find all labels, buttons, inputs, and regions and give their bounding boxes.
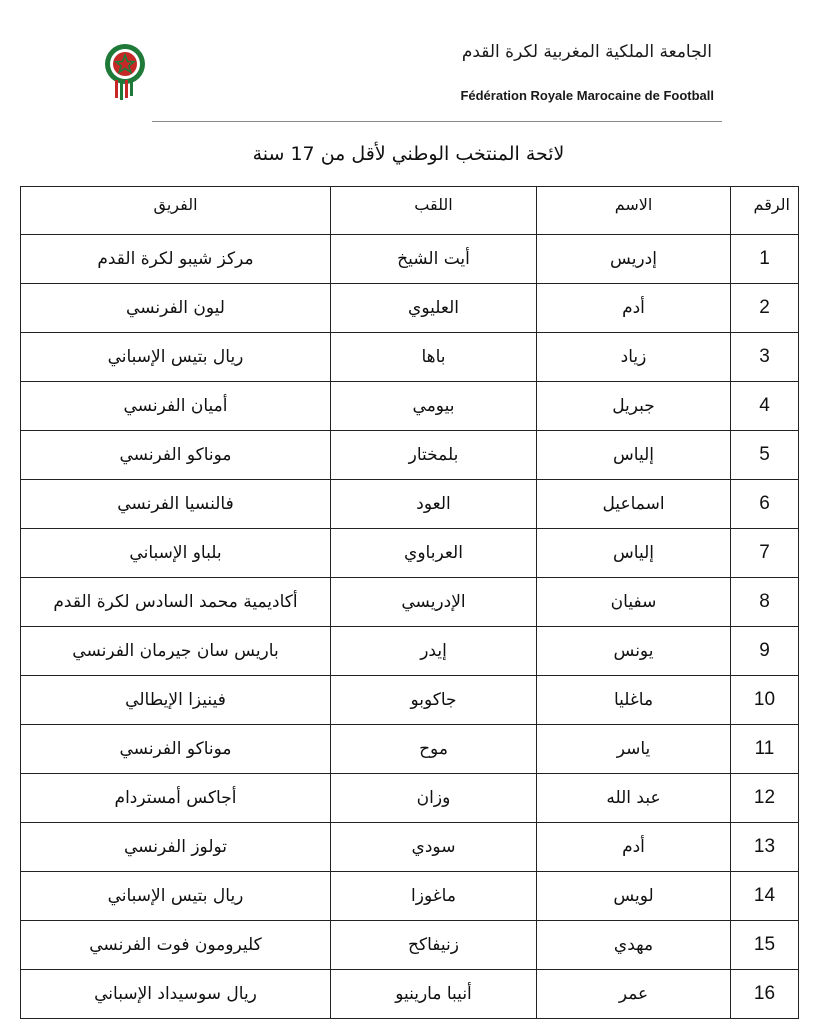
player-last-name: ماغوزا: [331, 872, 537, 921]
player-last-name: سودي: [331, 823, 537, 872]
table-header-row: [21, 187, 799, 235]
player-first-name: ياسر: [537, 725, 731, 774]
player-number: 1: [731, 235, 799, 284]
player-number: 8: [731, 578, 799, 627]
player-first-name: ماغليا: [537, 676, 731, 725]
player-team: بلباو الإسباني: [21, 529, 331, 578]
table-row: [21, 725, 799, 774]
player-last-name: العرباوي: [331, 529, 537, 578]
player-number: 10: [731, 676, 799, 725]
player-first-name: جبريل: [537, 382, 731, 431]
player-team: موناكو الفرنسي: [21, 431, 331, 480]
table-row: [21, 676, 799, 725]
frmf-logo-icon: [103, 42, 147, 102]
player-last-name: العود: [331, 480, 537, 529]
player-team: أكاديمية محمد السادس لكرة القدم: [21, 578, 331, 627]
table-row: [21, 823, 799, 872]
player-last-name: جاكوبو: [331, 676, 537, 725]
player-team: موناكو الفرنسي: [21, 725, 331, 774]
player-number: 5: [731, 431, 799, 480]
player-number: 3: [731, 333, 799, 382]
player-team: أميان الفرنسي: [21, 382, 331, 431]
player-last-name: أنيبا مارينيو: [331, 970, 537, 1019]
table-row: [21, 431, 799, 480]
player-first-name: إدريس: [537, 235, 731, 284]
player-number: 6: [731, 480, 799, 529]
table-row: [21, 627, 799, 676]
player-last-name: وزان: [331, 774, 537, 823]
table-row: [21, 284, 799, 333]
player-first-name: سفيان: [537, 578, 731, 627]
federation-name-french: Fédération Royale Marocaine de Football: [460, 88, 714, 103]
player-last-name: بلمختار: [331, 431, 537, 480]
player-team: فالنسيا الفرنسي: [21, 480, 331, 529]
player-last-name: موح: [331, 725, 537, 774]
table-row: [21, 529, 799, 578]
player-first-name: يونس: [537, 627, 731, 676]
squad-table: [20, 186, 799, 1019]
player-team: ريال سوسيداد الإسباني: [21, 970, 331, 1019]
player-team: تولوز الفرنسي: [21, 823, 331, 872]
player-first-name: إلياس: [537, 431, 731, 480]
table-row: [21, 480, 799, 529]
player-last-name: زنيفاكح: [331, 921, 537, 970]
player-first-name: أدم: [537, 284, 731, 333]
player-first-name: عمر: [537, 970, 731, 1019]
player-number: 16: [731, 970, 799, 1019]
player-number: 9: [731, 627, 799, 676]
document-title: لائحة المنتخب الوطني لأقل من 17 سنة: [252, 143, 565, 165]
player-team: أجاكس أمستردام: [21, 774, 331, 823]
player-last-name: باها: [331, 333, 537, 382]
player-team: ريال بتيس الإسباني: [21, 333, 331, 382]
player-team: كليرومون فوت الفرنسي: [21, 921, 331, 970]
column-header-first-name: الاسم: [537, 187, 731, 235]
player-team: ريال بتيس الإسباني: [21, 872, 331, 921]
player-first-name: أدم: [537, 823, 731, 872]
column-header-number: الرقم: [731, 187, 799, 235]
player-first-name: عبد الله: [537, 774, 731, 823]
player-last-name: العليوي: [331, 284, 537, 333]
player-team: باريس سان جيرمان الفرنسي: [21, 627, 331, 676]
player-number: 12: [731, 774, 799, 823]
federation-name-arabic: الجامعة الملكية المغربية لكرة القدم: [461, 42, 712, 62]
column-header-last-name: اللقب: [331, 187, 537, 235]
player-last-name: أيت الشيخ: [331, 235, 537, 284]
table-row: [21, 382, 799, 431]
player-last-name: بيومي: [331, 382, 537, 431]
player-first-name: لويس: [537, 872, 731, 921]
header-divider: [152, 121, 722, 122]
table-row: [21, 333, 799, 382]
table-row: [21, 970, 799, 1019]
player-number: 7: [731, 529, 799, 578]
player-first-name: مهدي: [537, 921, 731, 970]
player-number: 4: [731, 382, 799, 431]
table-row: [21, 578, 799, 627]
player-number: 13: [731, 823, 799, 872]
player-number: 2: [731, 284, 799, 333]
player-last-name: إيدر: [331, 627, 537, 676]
player-number: 11: [731, 725, 799, 774]
player-team: ليون الفرنسي: [21, 284, 331, 333]
player-first-name: اسماعيل: [537, 480, 731, 529]
player-last-name: الإدريسي: [331, 578, 537, 627]
table-row: [21, 774, 799, 823]
table-row: [21, 872, 799, 921]
player-team: فينيزا الإيطالي: [21, 676, 331, 725]
player-first-name: إلياس: [537, 529, 731, 578]
column-header-team: الفريق: [21, 187, 331, 235]
player-number: 14: [731, 872, 799, 921]
table-row: [21, 235, 799, 284]
player-first-name: زياد: [537, 333, 731, 382]
player-team: مركز شيبو لكرة القدم: [21, 235, 331, 284]
table-row: [21, 921, 799, 970]
player-number: 15: [731, 921, 799, 970]
